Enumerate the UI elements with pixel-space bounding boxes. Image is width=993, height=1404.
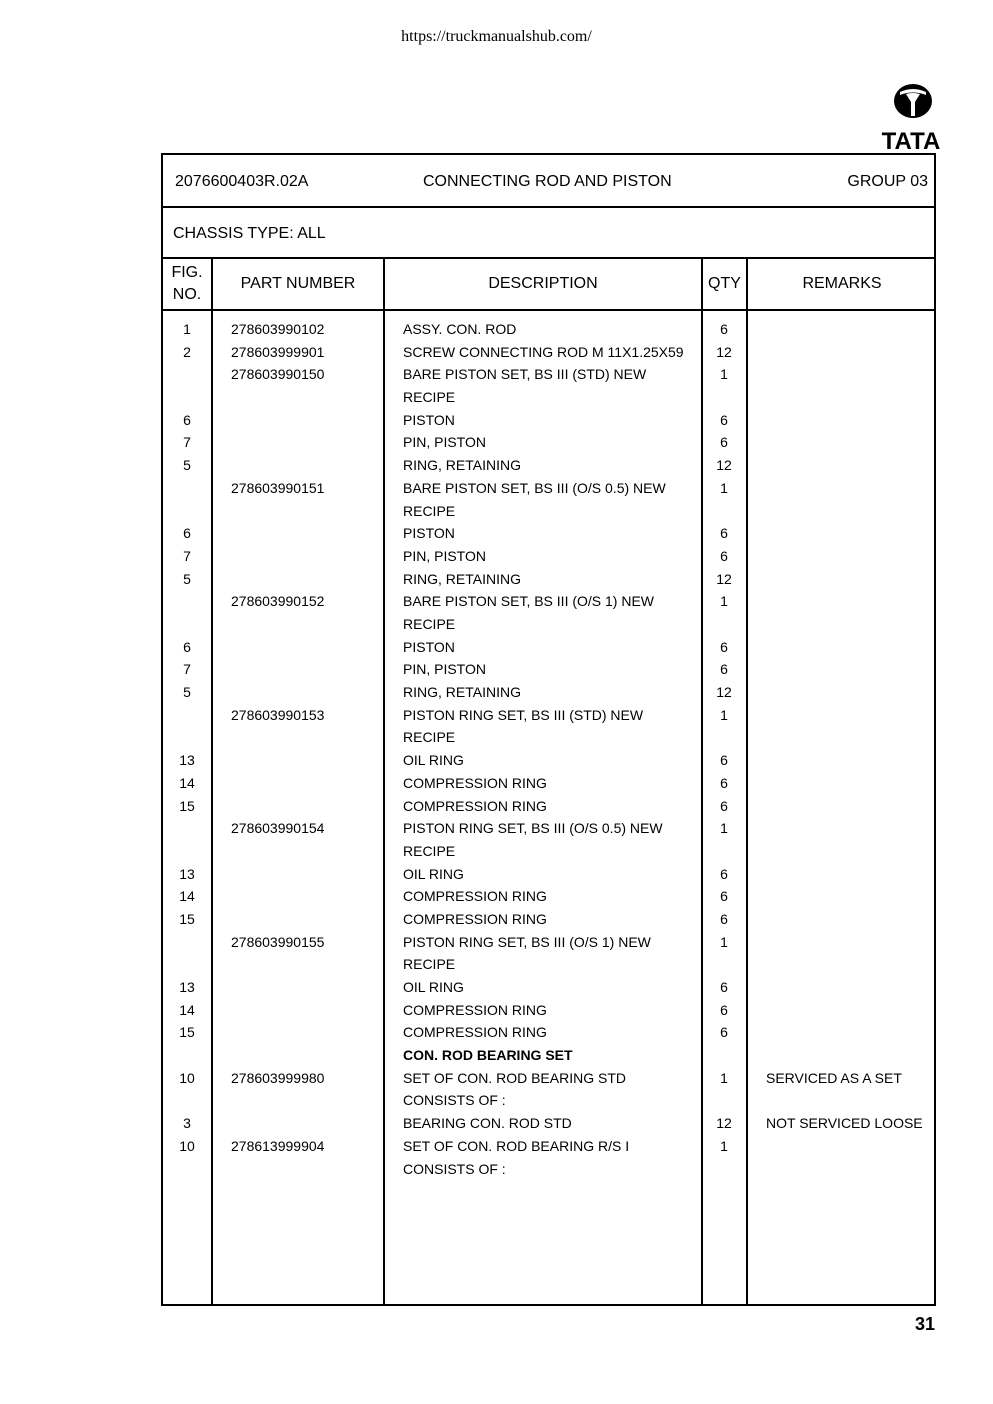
qty: 1 bbox=[720, 1137, 728, 1154]
description-line: PISTON bbox=[403, 411, 455, 428]
description-line: RECIPE bbox=[403, 842, 456, 859]
fig-no: 13 bbox=[179, 865, 195, 882]
description bbox=[403, 363, 703, 408]
col-remarks: REMARKS bbox=[802, 275, 882, 292]
fig-no: 6 bbox=[183, 525, 191, 542]
description-line: RECIPE bbox=[403, 389, 456, 406]
qty: 12 bbox=[716, 457, 732, 474]
part-number: 278603990153 bbox=[231, 706, 325, 723]
description bbox=[403, 976, 703, 999]
description bbox=[403, 772, 703, 795]
fig-no: 5 bbox=[183, 570, 191, 587]
table-body bbox=[163, 318, 934, 1180]
fig-no: 15 bbox=[179, 910, 195, 927]
description-line: ASSY. CON. ROD bbox=[403, 321, 517, 337]
description bbox=[403, 704, 703, 749]
table-row bbox=[163, 885, 934, 908]
col-description: DESCRIPTION bbox=[488, 275, 598, 292]
page-number: 31 bbox=[914, 1314, 935, 1334]
qty: 1 bbox=[720, 479, 728, 496]
table-row bbox=[163, 704, 934, 749]
tata-logo-icon bbox=[880, 82, 942, 152]
qty: 12 bbox=[716, 570, 732, 587]
table-row bbox=[163, 749, 934, 772]
qty: 12 bbox=[716, 1115, 732, 1132]
description bbox=[403, 863, 703, 886]
description-line: PIN, PISTON bbox=[403, 547, 486, 564]
fig-no: 3 bbox=[183, 1115, 191, 1132]
fig-no: 7 bbox=[183, 434, 191, 451]
fig-no: 14 bbox=[179, 774, 195, 791]
page-title: CONNECTING ROD AND PISTON bbox=[423, 173, 672, 190]
qty: 1 bbox=[720, 706, 728, 723]
table-row bbox=[163, 1112, 934, 1135]
fig-no: 15 bbox=[179, 797, 195, 814]
description-line: PIN, PISTON bbox=[403, 434, 486, 451]
description-line: COMPRESSION RING bbox=[403, 1001, 547, 1018]
fig-no: 7 bbox=[183, 661, 191, 678]
col-part-number: PART NUMBER bbox=[240, 275, 356, 292]
description bbox=[403, 545, 703, 568]
qty: 12 bbox=[716, 684, 732, 701]
table-row bbox=[163, 908, 934, 931]
description bbox=[403, 999, 703, 1022]
part-number: 278603990151 bbox=[231, 479, 325, 496]
fig-no: 14 bbox=[179, 1001, 195, 1018]
remarks: SERVICED AS A SET bbox=[766, 1069, 902, 1086]
table-row bbox=[163, 409, 934, 432]
table-row bbox=[163, 545, 934, 568]
description-line: RECIPE bbox=[403, 729, 456, 746]
table-row bbox=[163, 999, 934, 1022]
description-line: RING, RETAINING bbox=[403, 570, 521, 587]
qty: 1 bbox=[720, 933, 728, 950]
qty: 12 bbox=[716, 343, 732, 360]
qty: 6 bbox=[720, 1001, 728, 1018]
table-header bbox=[163, 155, 934, 208]
fig-no: 6 bbox=[183, 411, 191, 428]
part-number: 278603990102 bbox=[231, 321, 325, 337]
description bbox=[403, 1044, 703, 1067]
description-line: COMPRESSION RING bbox=[403, 888, 547, 905]
fig-no: 15 bbox=[179, 1024, 195, 1041]
table-row bbox=[163, 568, 934, 591]
table-row bbox=[163, 1135, 934, 1180]
description-line: PISTON RING SET, BS III (O/S 1) NEW bbox=[403, 933, 651, 950]
table-row bbox=[163, 363, 934, 408]
group-label: GROUP 03 bbox=[847, 173, 928, 190]
part-number: 278613999904 bbox=[231, 1137, 325, 1154]
description-line: SCREW CONNECTING ROD M 11X1.25X59 bbox=[403, 343, 684, 360]
col-fig-no: FIG. NO. bbox=[171, 264, 203, 303]
qty: 1 bbox=[720, 1069, 728, 1086]
table-row bbox=[163, 817, 934, 862]
description-line: SET OF CON. ROD BEARING STD bbox=[403, 1069, 626, 1086]
table-row bbox=[163, 795, 934, 818]
description-line: RECIPE bbox=[403, 502, 456, 519]
table-row bbox=[163, 590, 934, 635]
qty: 6 bbox=[720, 321, 728, 337]
description-line: RING, RETAINING bbox=[403, 684, 521, 701]
description-line: COMPRESSION RING bbox=[403, 797, 547, 814]
fig-no: 7 bbox=[183, 547, 191, 564]
description bbox=[403, 568, 703, 591]
qty: 6 bbox=[720, 774, 728, 791]
description bbox=[403, 318, 703, 341]
parts-table bbox=[161, 153, 936, 1306]
description-line: RING, RETAINING bbox=[403, 457, 521, 474]
qty: 6 bbox=[720, 979, 728, 996]
fig-no: 13 bbox=[179, 979, 195, 996]
qty: 6 bbox=[720, 434, 728, 451]
description-line: BEARING CON. ROD STD bbox=[403, 1115, 572, 1132]
description-line: PIN, PISTON bbox=[403, 661, 486, 678]
qty: 6 bbox=[720, 910, 728, 927]
description bbox=[403, 522, 703, 545]
qty: 1 bbox=[720, 593, 728, 610]
description bbox=[403, 590, 703, 635]
description bbox=[403, 681, 703, 704]
description-line: PISTON bbox=[403, 525, 455, 542]
table-row bbox=[163, 976, 934, 999]
description-line: BARE PISTON SET, BS III (O/S 1) NEW bbox=[403, 593, 655, 610]
description-line: BARE PISTON SET, BS III (STD) NEW bbox=[403, 366, 647, 383]
description-line: PISTON bbox=[403, 638, 455, 655]
description bbox=[403, 931, 703, 976]
qty: 6 bbox=[720, 1024, 728, 1041]
description-line: PISTON RING SET, BS III (STD) NEW bbox=[403, 706, 644, 723]
table-row bbox=[163, 658, 934, 681]
description-line: OIL RING bbox=[403, 979, 464, 996]
qty: 6 bbox=[720, 752, 728, 769]
qty: 6 bbox=[720, 411, 728, 428]
fig-no: 10 bbox=[179, 1137, 195, 1154]
table-row bbox=[163, 477, 934, 522]
description bbox=[403, 636, 703, 659]
table-row bbox=[163, 341, 934, 364]
part-number: 278603999901 bbox=[231, 343, 325, 360]
qty: 6 bbox=[720, 865, 728, 882]
fig-no: 5 bbox=[183, 457, 191, 474]
description bbox=[403, 1112, 703, 1135]
description bbox=[403, 817, 703, 862]
part-number: 278603990155 bbox=[231, 933, 325, 950]
description bbox=[403, 409, 703, 432]
description bbox=[403, 908, 703, 931]
description-line: OIL RING bbox=[403, 865, 464, 882]
description-line: COMPRESSION RING bbox=[403, 910, 547, 927]
column-headers bbox=[163, 259, 934, 311]
description bbox=[403, 795, 703, 818]
description-line: BARE PISTON SET, BS III (O/S 0.5) NEW bbox=[403, 479, 666, 496]
table-row bbox=[163, 931, 934, 976]
description-line: PISTON RING SET, BS III (O/S 0.5) NEW bbox=[403, 820, 663, 837]
qty: 6 bbox=[720, 888, 728, 905]
logo-text: TATA bbox=[881, 128, 941, 152]
table-row bbox=[163, 636, 934, 659]
table-row bbox=[163, 1021, 934, 1044]
description bbox=[403, 341, 703, 364]
qty: 1 bbox=[720, 820, 728, 837]
catalog-code: 2076600403R.02A bbox=[175, 173, 309, 190]
description-line: RECIPE bbox=[403, 956, 456, 973]
col-qty: QTY bbox=[708, 275, 741, 292]
source-url: https://truckmanualshub.com/ bbox=[401, 28, 592, 45]
table-row bbox=[163, 681, 934, 704]
part-number: 278603990152 bbox=[231, 593, 325, 610]
table-row bbox=[163, 522, 934, 545]
qty: 1 bbox=[720, 366, 728, 383]
description-line: RECIPE bbox=[403, 615, 456, 632]
table-row bbox=[163, 318, 934, 341]
description bbox=[403, 431, 703, 454]
description bbox=[403, 1021, 703, 1044]
description bbox=[403, 477, 703, 522]
description-line: COMPRESSION RING bbox=[403, 1024, 547, 1041]
fig-no: 14 bbox=[179, 888, 195, 905]
fig-no: 10 bbox=[179, 1069, 195, 1086]
qty: 6 bbox=[720, 547, 728, 564]
remarks: NOT SERVICED LOOSE bbox=[766, 1115, 923, 1132]
table-row bbox=[163, 772, 934, 795]
part-number: 278603990150 bbox=[231, 366, 325, 383]
fig-no: 1 bbox=[183, 321, 191, 337]
fig-no: 6 bbox=[183, 638, 191, 655]
description bbox=[403, 1135, 703, 1180]
qty: 6 bbox=[720, 797, 728, 814]
fig-no: 13 bbox=[179, 752, 195, 769]
description bbox=[403, 454, 703, 477]
chassis-type-row bbox=[163, 208, 934, 259]
chassis-type: CHASSIS TYPE: ALL bbox=[173, 225, 326, 242]
description bbox=[403, 885, 703, 908]
table-row bbox=[163, 431, 934, 454]
table-row bbox=[163, 454, 934, 477]
table-row bbox=[163, 863, 934, 886]
qty: 6 bbox=[720, 525, 728, 542]
description bbox=[403, 658, 703, 681]
table-row bbox=[163, 1067, 934, 1112]
qty: 6 bbox=[720, 661, 728, 678]
description-line: CONSISTS OF : bbox=[403, 1092, 506, 1109]
table-row bbox=[163, 1044, 934, 1067]
part-number: 278603990154 bbox=[231, 820, 325, 837]
description-line: OIL RING bbox=[403, 752, 464, 769]
description bbox=[403, 1067, 703, 1112]
part-number: 278603999980 bbox=[231, 1069, 325, 1086]
description bbox=[403, 749, 703, 772]
description-line: COMPRESSION RING bbox=[403, 774, 547, 791]
fig-no: 2 bbox=[183, 343, 191, 360]
qty: 6 bbox=[720, 638, 728, 655]
description-line: SET OF CON. ROD BEARING R/S I bbox=[403, 1137, 630, 1154]
fig-no: 5 bbox=[183, 684, 191, 701]
description-line: CONSISTS OF : bbox=[403, 1160, 506, 1177]
description-line: CON. ROD BEARING SET bbox=[403, 1047, 573, 1064]
